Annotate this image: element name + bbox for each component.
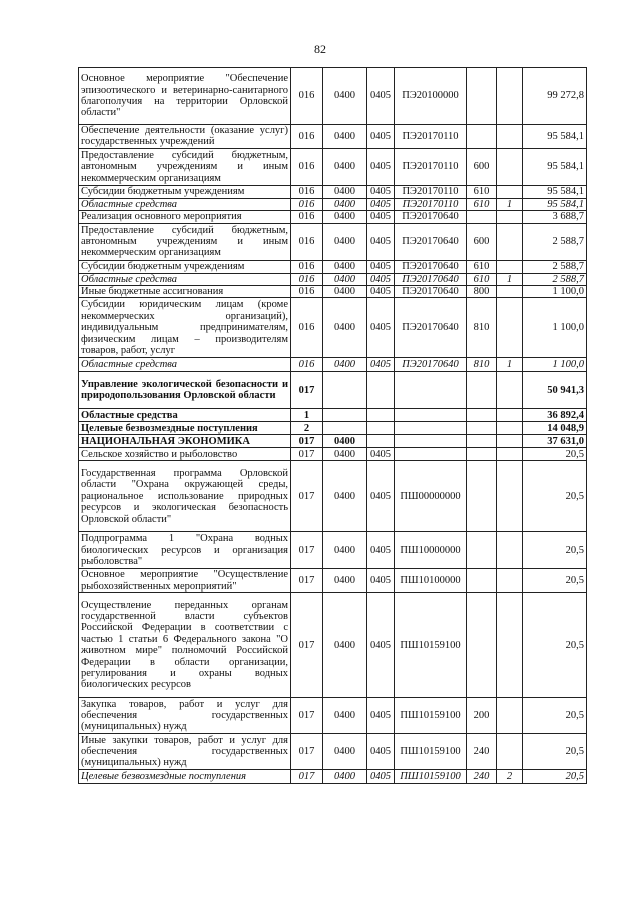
- funding-source-code: [497, 298, 523, 358]
- funding-source-code: [497, 286, 523, 298]
- section-code: 0400: [323, 260, 367, 273]
- amount: 2 588,7: [523, 223, 587, 260]
- row-name: Целевые безвозмездные поступления: [79, 770, 291, 784]
- expense-type-code: 610: [467, 198, 497, 210]
- amount: 36 892,4: [523, 409, 587, 422]
- amount: 50 941,3: [523, 372, 587, 409]
- section-code: 0400: [323, 569, 367, 593]
- ved-code: 016: [291, 198, 323, 210]
- amount: 20,5: [523, 698, 587, 734]
- row-name: Целевые безвозмездные поступления: [79, 422, 291, 435]
- amount: 20,5: [523, 734, 587, 770]
- expense-type-code: [467, 532, 497, 569]
- row-name: Закупка товаров, работ и услуг для обеспечения государственных (муниципальных) нужд: [79, 698, 291, 734]
- target-article-code: ПЭ20170640: [395, 358, 467, 372]
- target-article-code: [395, 372, 467, 409]
- expense-type-code: [467, 593, 497, 698]
- table-row: [79, 68, 587, 125]
- target-article-code: ПЭ20170640: [395, 260, 467, 273]
- funding-source-code: 1: [497, 358, 523, 372]
- table-row: [79, 260, 587, 273]
- target-article-code: [395, 435, 467, 448]
- target-article-code: ПШ10100000: [395, 569, 467, 593]
- subsection-code: [367, 372, 395, 409]
- section-code: 0400: [323, 698, 367, 734]
- amount: 20,5: [523, 770, 587, 784]
- funding-source-code: [497, 569, 523, 593]
- subsection-code: 0405: [367, 298, 395, 358]
- expense-type-code: [467, 448, 497, 461]
- expense-type-code: 610: [467, 185, 497, 198]
- funding-source-code: [497, 593, 523, 698]
- expense-type-code: [467, 569, 497, 593]
- amount: 95 584,1: [523, 185, 587, 198]
- ved-code: 017: [291, 372, 323, 409]
- ved-code: 017: [291, 448, 323, 461]
- subsection-code: 0405: [367, 148, 395, 185]
- subsection-code: 0405: [367, 223, 395, 260]
- row-name: Областные средства: [79, 358, 291, 372]
- section-code: 0400: [323, 198, 367, 210]
- row-name: Обеспечение деятельности (оказание услуг) государственных учреждений: [79, 125, 291, 149]
- funding-source-code: [497, 260, 523, 273]
- amount: 20,5: [523, 448, 587, 461]
- section-code: 0400: [323, 125, 367, 149]
- expense-type-code: [467, 409, 497, 422]
- expense-type-code: 240: [467, 734, 497, 770]
- funding-source-code: [497, 734, 523, 770]
- ved-code: 1: [291, 409, 323, 422]
- subsection-code: 0405: [367, 125, 395, 149]
- row-name: Субсидии бюджетным учреждениям: [79, 260, 291, 273]
- expense-type-code: 810: [467, 358, 497, 372]
- funding-source-code: 1: [497, 273, 523, 285]
- subsection-code: [367, 435, 395, 448]
- table-body: [79, 68, 587, 784]
- ved-code: 017: [291, 593, 323, 698]
- ved-code: 017: [291, 435, 323, 448]
- section-code: [323, 372, 367, 409]
- expense-type-code: [467, 461, 497, 532]
- amount: 3 688,7: [523, 211, 587, 223]
- subsection-code: 0405: [367, 770, 395, 784]
- row-name: Предоставление субсидий бюджетным, автономным учреждениям и иным некоммерческим организациям: [79, 223, 291, 260]
- section-code: 0400: [323, 734, 367, 770]
- table-row: [79, 435, 587, 448]
- row-name: Основное мероприятие "Обеспечение эпизоотического и ветеринарно-санитарного благополучия на территории Орловской области": [79, 68, 291, 125]
- expense-type-code: [467, 211, 497, 223]
- expense-type-code: [467, 435, 497, 448]
- table-row: [79, 211, 587, 223]
- budget-table: [78, 67, 587, 784]
- row-name: Областные средства: [79, 409, 291, 422]
- funding-source-code: [497, 409, 523, 422]
- target-article-code: ПЭ20170640: [395, 223, 467, 260]
- target-article-code: ПЭ20170640: [395, 286, 467, 298]
- subsection-code: 0405: [367, 198, 395, 210]
- target-article-code: ПЭ20170110: [395, 185, 467, 198]
- funding-source-code: [497, 223, 523, 260]
- table-row: [79, 273, 587, 285]
- funding-source-code: [497, 68, 523, 125]
- ved-code: 017: [291, 770, 323, 784]
- expense-type-code: [467, 372, 497, 409]
- amount: 95 584,1: [523, 198, 587, 210]
- section-code: 0400: [323, 593, 367, 698]
- ved-code: 017: [291, 734, 323, 770]
- amount: 20,5: [523, 461, 587, 532]
- amount: 95 584,1: [523, 125, 587, 149]
- expense-type-code: [467, 68, 497, 125]
- row-name: Субсидии юридическим лицам (кроме некоммерческих организаций), индивидуальным предпринимателям, физическим лицам – производителям товаров, работ, услуг: [79, 298, 291, 358]
- row-name: Управление экологической безопасности и природопользования Орловской области: [79, 372, 291, 409]
- target-article-code: ПЭ20170110: [395, 198, 467, 210]
- funding-source-code: [497, 435, 523, 448]
- subsection-code: 0405: [367, 185, 395, 198]
- expense-type-code: 810: [467, 298, 497, 358]
- target-article-code: [395, 448, 467, 461]
- ved-code: 017: [291, 461, 323, 532]
- section-code: 0400: [323, 448, 367, 461]
- amount: 14 048,9: [523, 422, 587, 435]
- row-name: Иные закупки товаров, работ и услуг для обеспечения государственных (муниципальных) нужд: [79, 734, 291, 770]
- page-number: 82: [314, 42, 326, 56]
- subsection-code: 0405: [367, 734, 395, 770]
- amount: 99 272,8: [523, 68, 587, 125]
- subsection-code: 0405: [367, 358, 395, 372]
- section-code: [323, 409, 367, 422]
- table-row: [79, 358, 587, 372]
- table-row: [79, 298, 587, 358]
- table-row: [79, 125, 587, 149]
- section-code: 0400: [323, 298, 367, 358]
- subsection-code: 0405: [367, 286, 395, 298]
- subsection-code: 0405: [367, 593, 395, 698]
- funding-source-code: [497, 211, 523, 223]
- ved-code: 016: [291, 125, 323, 149]
- table-row: [79, 734, 587, 770]
- funding-source-code: [497, 448, 523, 461]
- amount: 1 100,0: [523, 358, 587, 372]
- subsection-code: 0405: [367, 273, 395, 285]
- subsection-code: 0405: [367, 448, 395, 461]
- subsection-code: 0405: [367, 211, 395, 223]
- target-article-code: ПЭ20170640: [395, 273, 467, 285]
- target-article-code: ПШ10159100: [395, 593, 467, 698]
- ved-code: 016: [291, 358, 323, 372]
- expense-type-code: 600: [467, 148, 497, 185]
- funding-source-code: [497, 532, 523, 569]
- funding-source-code: [497, 422, 523, 435]
- expense-type-code: [467, 125, 497, 149]
- row-name: Областные средства: [79, 198, 291, 210]
- ved-code: 017: [291, 569, 323, 593]
- row-name: Подпрограмма 1 "Охрана водных биологических ресурсов и организация рыболовства": [79, 532, 291, 569]
- ved-code: 017: [291, 532, 323, 569]
- row-name: Государственная программа Орловской области "Охрана окружающей среды, рациональное использование природных ресурсов и экологическая безопасность Орловской области": [79, 461, 291, 532]
- ved-code: 016: [291, 68, 323, 125]
- amount: 2 588,7: [523, 260, 587, 273]
- ved-code: 016: [291, 260, 323, 273]
- funding-source-code: [497, 461, 523, 532]
- table-row: [79, 185, 587, 198]
- section-code: 0400: [323, 435, 367, 448]
- row-name: Областные средства: [79, 273, 291, 285]
- target-article-code: ПЭ20170110: [395, 125, 467, 149]
- expense-type-code: 600: [467, 223, 497, 260]
- subsection-code: 0405: [367, 68, 395, 125]
- target-article-code: ПШ10000000: [395, 532, 467, 569]
- amount: 20,5: [523, 532, 587, 569]
- amount: 2 588,7: [523, 273, 587, 285]
- ved-code: 016: [291, 223, 323, 260]
- row-name: Реализация основного мероприятия: [79, 211, 291, 223]
- amount: 95 584,1: [523, 148, 587, 185]
- table-row: [79, 770, 587, 784]
- row-name: Субсидии бюджетным учреждениям: [79, 185, 291, 198]
- expense-type-code: 610: [467, 260, 497, 273]
- table-row: [79, 223, 587, 260]
- subsection-code: [367, 409, 395, 422]
- target-article-code: ПЭ20170640: [395, 211, 467, 223]
- ved-code: 016: [291, 286, 323, 298]
- row-name: Сельское хозяйство и рыболовство: [79, 448, 291, 461]
- row-name: Предоставление субсидий бюджетным, автономным учреждениям и иным некоммерческим организациям: [79, 148, 291, 185]
- table-row: [79, 409, 587, 422]
- section-code: 0400: [323, 185, 367, 198]
- amount: 20,5: [523, 593, 587, 698]
- table-row: [79, 448, 587, 461]
- table-row: [79, 148, 587, 185]
- row-name: НАЦИОНАЛЬНАЯ ЭКОНОМИКА: [79, 435, 291, 448]
- funding-source-code: [497, 148, 523, 185]
- row-name: Основное мероприятие "Осуществление рыбохозяйственных мероприятий": [79, 569, 291, 593]
- funding-source-code: [497, 185, 523, 198]
- section-code: 0400: [323, 286, 367, 298]
- subsection-code: 0405: [367, 260, 395, 273]
- table-row: [79, 698, 587, 734]
- subsection-code: [367, 422, 395, 435]
- ved-code: 016: [291, 298, 323, 358]
- target-article-code: ПЭ20100000: [395, 68, 467, 125]
- table-row: [79, 593, 587, 698]
- row-name: Осуществление переданных органам государственной власти субъектов Российской Федерации в соответствии с частью 1 статьи 6 Федерального закона "О животном мире" полномочий Российской Федерации в области организации, регулирования и охраны водных биологических ресурсов: [79, 593, 291, 698]
- table-row: [79, 461, 587, 532]
- expense-type-code: 200: [467, 698, 497, 734]
- subsection-code: 0405: [367, 698, 395, 734]
- section-code: 0400: [323, 461, 367, 532]
- expense-type-code: 800: [467, 286, 497, 298]
- section-code: 0400: [323, 273, 367, 285]
- amount: 37 631,0: [523, 435, 587, 448]
- target-article-code: ПЭ20170110: [395, 148, 467, 185]
- row-name: Иные бюджетные ассигнования: [79, 286, 291, 298]
- funding-source-code: [497, 698, 523, 734]
- subsection-code: 0405: [367, 532, 395, 569]
- amount: 1 100,0: [523, 286, 587, 298]
- section-code: 0400: [323, 148, 367, 185]
- subsection-code: 0405: [367, 461, 395, 532]
- ved-code: 016: [291, 211, 323, 223]
- table-row: [79, 198, 587, 210]
- funding-source-code: [497, 125, 523, 149]
- ved-code: 016: [291, 148, 323, 185]
- table-row: [79, 422, 587, 435]
- section-code: 0400: [323, 358, 367, 372]
- section-code: 0400: [323, 223, 367, 260]
- section-code: [323, 422, 367, 435]
- section-code: 0400: [323, 68, 367, 125]
- funding-source-code: [497, 372, 523, 409]
- table-row: [79, 532, 587, 569]
- ved-code: 016: [291, 185, 323, 198]
- ved-code: 017: [291, 698, 323, 734]
- funding-source-code: 1: [497, 198, 523, 210]
- funding-source-code: 2: [497, 770, 523, 784]
- target-article-code: [395, 422, 467, 435]
- section-code: 0400: [323, 532, 367, 569]
- table-row: [79, 372, 587, 409]
- section-code: 0400: [323, 770, 367, 784]
- expense-type-code: [467, 422, 497, 435]
- table-row: [79, 286, 587, 298]
- expense-type-code: 610: [467, 273, 497, 285]
- target-article-code: [395, 409, 467, 422]
- amount: 1 100,0: [523, 298, 587, 358]
- amount: 20,5: [523, 569, 587, 593]
- target-article-code: ПЭ20170640: [395, 298, 467, 358]
- ved-code: 2: [291, 422, 323, 435]
- ved-code: 016: [291, 273, 323, 285]
- target-article-code: ПШ00000000: [395, 461, 467, 532]
- expense-type-code: 240: [467, 770, 497, 784]
- subsection-code: 0405: [367, 569, 395, 593]
- section-code: 0400: [323, 211, 367, 223]
- target-article-code: ПШ10159100: [395, 698, 467, 734]
- target-article-code: ПШ10159100: [395, 734, 467, 770]
- target-article-code: ПШ10159100: [395, 770, 467, 784]
- table-row: [79, 569, 587, 593]
